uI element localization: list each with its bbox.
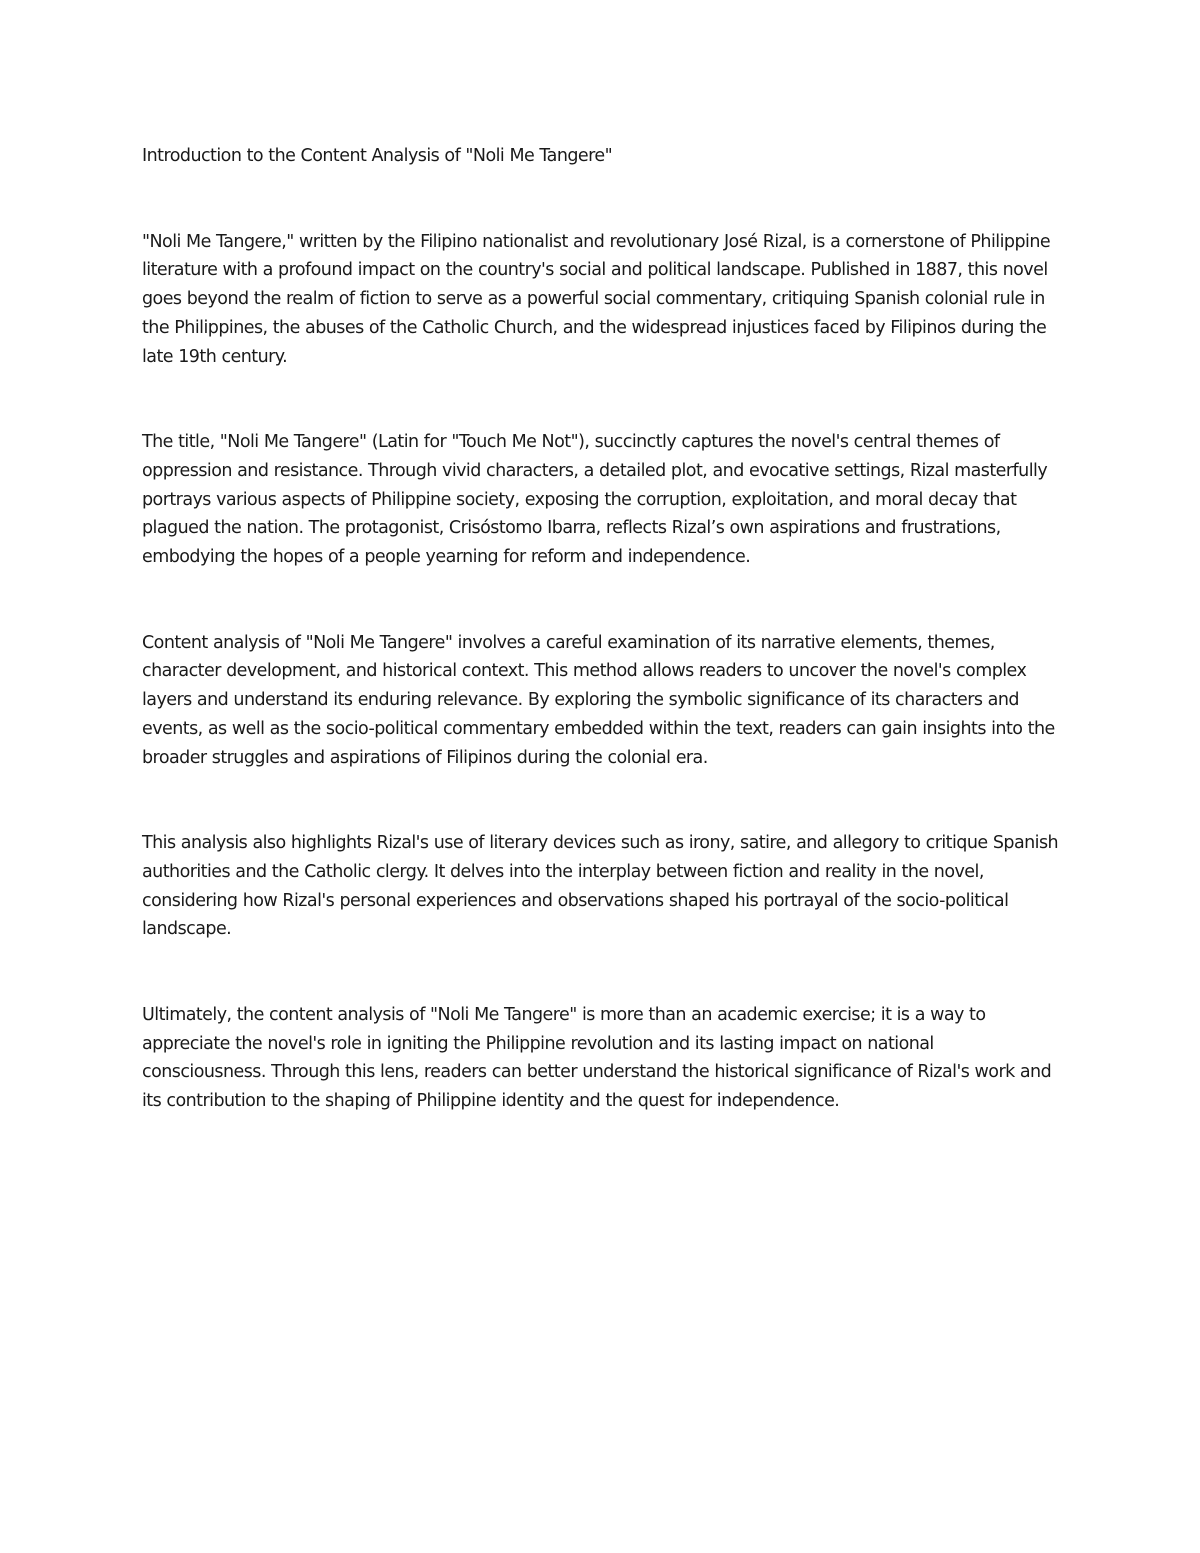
document-body <box>142 142 1062 1116</box>
document-title: Introduction to the Content Analysis of "Noli Me Tangere" <box>142 146 613 166</box>
paragraph-4: This analysis also highlights Rizal's use of literary devices such as irony, satire, and allegory to critique Spanish authorities and the Catholic clergy. It delves into the interplay between fiction and reality in the novel, considering how Rizal's personal experiences and observations shaped his portrayal of the socio-political landscape. <box>142 833 1059 940</box>
spacer <box>142 171 1062 228</box>
paragraph-3: Content analysis of "Noli Me Tangere" involves a careful examination of its narrative elements, themes, character development, and historical context. This method allows readers to uncover the novel's complex layers and understand its enduring relevance. By exploring the symbolic significance of its characters and events, as well as the socio-political commentary embedded within the text, readers can gain insights into the broader struggles and aspirations of Filipinos during the colonial era. <box>142 632 1055 768</box>
paragraph-1: "Noli Me Tangere," written by the Filipino nationalist and revolutionary José Rizal, is a cornerstone of Philippine literature with a profound impact on the country's social and political landscape. Published in 1887, this novel goes beyond the realm of fiction to serve as a powerful social commentary, critiquing Spanish colonial rule in the Philippines, the abuses of the Catholic Church, and the widespread injustices faced by Filipinos during the late 19th century. <box>142 231 1051 367</box>
spacer <box>142 944 1062 1001</box>
paragraph-5: Ultimately, the content analysis of "Noli Me Tangere" is more than an academic exercise; it is a way to appreciate the novel's role in igniting the Philippine revolution and its lasting impact on national consciousness. Through this lens, readers can better understand the historical significance of Rizal's work and its contribution to the shaping of Philippine identity and the quest for independence. <box>142 1005 1052 1112</box>
spacer <box>142 572 1062 629</box>
spacer <box>142 371 1062 428</box>
spacer <box>142 772 1062 829</box>
paragraph-2: The title, "Noli Me Tangere" (Latin for "Touch Me Not"), succinctly captures the novel's central themes of oppression and resistance. Through vivid characters, a detailed plot, and evocative settings, Rizal masterfully portrays various aspects of Philippine society, exposing the corruption, exploitation, and moral decay that plagued the nation. The protagonist, Crisóstomo Ibarra, reflects Rizal’s own aspirations and frustrations, embodying the hopes of a people yearning for reform and independence. <box>142 432 1048 568</box>
